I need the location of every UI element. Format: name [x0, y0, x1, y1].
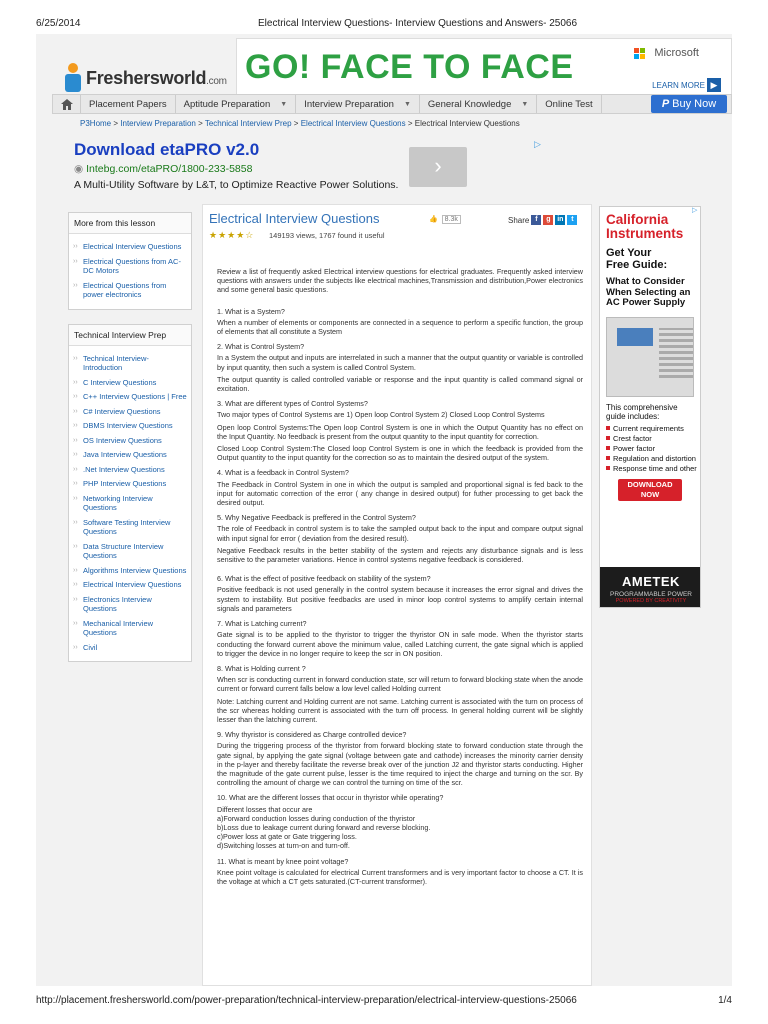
- ad-bullets: [600, 421, 700, 473]
- microsoft-logo-icon: [634, 48, 645, 59]
- answer: When scr is conducting current in forward conduction state, scr will return to forward blocking state when the anode current or forward current falls below a low level called Holding current: [217, 675, 583, 694]
- adchoices-icon[interactable]: ▷: [534, 139, 541, 149]
- ad-bullet: Current requirements: [606, 424, 700, 433]
- sidebar-link[interactable]: ›› Electrical Questions from power electronics: [73, 281, 187, 300]
- answer: b)Loss due to leakage current during forward and reverse blocking.: [217, 822, 431, 832]
- nav-item-interview-preparation[interactable]: Interview Preparation ▼: [296, 95, 420, 113]
- banner-headline: GO! FACE TO FACE: [245, 48, 574, 86]
- nav-item-online-test[interactable]: Online Test: [537, 95, 601, 113]
- answer: The Feedback in Control System in one in which the output is sampled and proportional signal is fed back to the input for automatic correction of the error ( any change in desired output) for futher processing to get back the desired output.: [217, 479, 583, 508]
- answer: Negative Feedback results in the better stability of the system and rejects any disturbance signals and is less sensitive to the parameter variations. Hence in control systems negative feedback is considered.: [217, 545, 583, 565]
- right-ad[interactable]: [599, 206, 701, 608]
- like-thumb-icon: 👍: [429, 216, 438, 223]
- chevron-down-icon: ▼: [521, 100, 529, 108]
- question: 6. What is the effect of positive feedback on stability of the system?: [217, 574, 431, 584]
- buy-now-button[interactable]: P Buy Now: [651, 95, 727, 113]
- print-date: 6/25/2014: [36, 18, 81, 29]
- breadcrumb-item[interactable]: Electrical Interview Questions: [300, 119, 406, 128]
- question: 8. What is Holding current ?: [217, 663, 306, 673]
- power-supply-device-image: [606, 317, 694, 397]
- print-title: Electrical Interview Questions- Interview Questions and Answers- 25066: [258, 18, 578, 29]
- like-count: 8.3k: [442, 215, 461, 224]
- answer: d)Switching losses at turn-on and turn-off.: [217, 841, 350, 851]
- download-now-button[interactable]: DOWNLOAD NOW: [618, 479, 682, 501]
- ad-guide2: guide includes:: [606, 411, 660, 421]
- paypal-icon: P: [661, 98, 670, 110]
- article-body: [217, 267, 583, 889]
- google-plus-icon[interactable]: g: [543, 215, 553, 225]
- breadcrumb-item[interactable]: Interview Preparation: [120, 119, 196, 128]
- ad-tagline2: Free Guide:: [606, 259, 668, 271]
- article-title: Electrical Interview Questions: [209, 211, 380, 226]
- answer: The role of Feedback in control system is to take the sampled output back to the input and compare output signal with input signal for error ( deviation from the desired result).: [217, 524, 583, 543]
- logo-text: Freshersworld: [86, 67, 207, 88]
- question: 1. What is a System?: [217, 306, 285, 316]
- chevron-down-icon: ▼: [403, 100, 411, 108]
- sidebar-link[interactable]: ›› Electrical Interview Questions: [73, 242, 187, 252]
- sidebar-link[interactable]: ›› Software Testing Interview Questions: [73, 518, 187, 537]
- tech-prep-heading: Technical Interview Prep: [69, 325, 191, 346]
- sidebar-link[interactable]: ›› .Net Interview Questions: [73, 465, 187, 475]
- logo-domain: .com: [206, 75, 227, 87]
- ad-brand-line2: Instruments: [606, 226, 684, 241]
- sidebar-link[interactable]: ›› C++ Interview Questions | Free: [73, 392, 187, 402]
- sidebar-link[interactable]: ›› Mechanical Interview Questions: [73, 619, 187, 638]
- answer: Closed Loop Control System:The Closed loop Control System is one in which the feedback is provided from the Output quantity to the input quantity for the correction so as to maintain the desired output of the system.: [217, 444, 583, 463]
- ad-what3: AC Power Supply: [606, 297, 686, 308]
- ad-what2: When Selecting an: [606, 286, 691, 298]
- sidebar-link[interactable]: ›› C Interview Questions: [73, 378, 187, 388]
- sidebar-link[interactable]: ›› DBMS Interview Questions: [73, 421, 187, 431]
- question: 9. Why thyristor is considered as Charge controlled device?: [217, 730, 407, 740]
- answer: a)Forward conduction losses during conduction of the thyristor: [217, 813, 416, 823]
- sidebar-link[interactable]: ›› Java Interview Questions: [73, 450, 187, 460]
- answer: When a number of elements or components are connected in a sequence to perform a specific function, the group of elements that all constitute a System: [217, 317, 583, 337]
- share-label: Share: [508, 215, 530, 225]
- print-page-number: 1/4: [718, 995, 732, 1006]
- print-url: http://placement.freshersworld.com/power-preparation/technical-interview-preparation/electrical-interview-questions-25066: [36, 995, 577, 1006]
- sidebar-link[interactable]: ›› Technical Interview-Introduction: [73, 354, 187, 373]
- nav-item-aptitude-preparation[interactable]: Aptitude Preparation ▼: [176, 95, 297, 113]
- eta-ad-arrow-button[interactable]: ›: [409, 147, 467, 187]
- banner-brand: Microsoft: [654, 47, 699, 59]
- answer: Knee point voltage is calculated for electrical Current transformers and is very important factor to choose a CT. It is the voltage at which a CT gets saturated.(CT-current transformer).: [217, 867, 583, 886]
- ad-brand-line1: California: [606, 212, 669, 227]
- question: 4. What is a feedback in Control System?: [217, 468, 349, 478]
- breadcrumb-item[interactable]: P3Home: [80, 119, 112, 128]
- question: 10. What are the different losses that occur in thyristor while operating?: [217, 793, 444, 803]
- print-footer: [36, 995, 732, 1006]
- answer: Gate signal is to be applied to the thyristor to trigger the thyristor ON in safe mode. When the thyristor starts conducting the forward current above the minimum value, called Latching current, the gate signal which is applied to trigger the device in no longer require to keep the scr in ON position.: [217, 630, 583, 658]
- eta-ad-url[interactable]: ◉ Intebg.com/etaPRO/1800-233-5858: [74, 163, 253, 175]
- article-intro: Review a list of frequently asked Electrical interview questions for electrical graduates. Frequently asked interview questions with answers under the subjects like electrical machines,Transmission and distribution,Power electronics and some general basic questions.: [217, 267, 583, 295]
- question: 2. What is Control System?: [217, 342, 305, 352]
- ad-power-line: POWERED BY CREATIVITY: [615, 598, 687, 604]
- tech-prep-box: [68, 324, 192, 663]
- lesson-box: [68, 212, 192, 310]
- answer: The output quantity is called controlled variable or response and the input quantity is called command signal or excitation.: [217, 374, 583, 394]
- question: 7. What is Latching current?: [217, 619, 307, 629]
- answer: Positive feedback is not used generally in the control system because it increases the error signal and drives the system to instability. But positive feedbacks are used in minor loop control systems to amplify certain internal signals and parameters: [217, 585, 583, 613]
- ametek-logo: [600, 567, 701, 607]
- facebook-icon[interactable]: f: [531, 215, 541, 225]
- answer: Different losses that occur are: [217, 804, 313, 814]
- logo-person-icon: [62, 63, 84, 93]
- sidebar-link[interactable]: ›› C# Interview Questions: [73, 407, 187, 417]
- linkedin-icon[interactable]: in: [557, 216, 564, 223]
- share-bar: [508, 215, 577, 225]
- breadcrumb-current: Electrical Interview Questions: [414, 119, 520, 128]
- sidebar-link[interactable]: ›› OS Interview Questions: [73, 436, 187, 446]
- left-sidebar: [68, 212, 192, 676]
- web-page: [36, 34, 732, 986]
- sidebar-link[interactable]: ›› Data Structure Interview Questions: [73, 542, 187, 561]
- answer: In a System the output and inputs are interrelated in such a manner that the output quantity or variable is controlled by input quantity, then such a system is called Control System.: [217, 353, 583, 372]
- twitter-icon[interactable]: t: [567, 215, 577, 225]
- chevron-down-icon: ▼: [280, 100, 288, 108]
- ad-bullet: Response time and other: [606, 464, 700, 473]
- nav-item-placement-papers[interactable]: Placement Papers: [81, 95, 176, 113]
- answer: Note: Latching current and Holding current are not same. Latching current is associated with the turn on process of the scr whereas holding current is associated with the turn off process. In general holding current will be slightly lesser than the latching current.: [217, 696, 583, 724]
- rating-stars[interactable]: ★★★★☆: [209, 230, 255, 240]
- eta-ad-title[interactable]: Download etaPRO v2.0: [74, 140, 260, 159]
- nav-item-general-knowledge[interactable]: General Knowledge ▼: [420, 95, 537, 113]
- answer: During the triggering process of the thyristor from forward blocking state to forward conduction state through the gate signal, by applying the gate signal (voltage between gate and cathode) increases the minority carrier density in the p-layer and thereby facilitate the reverse break over of the junction J2 and thyristor starts conducting. Higher the magnitude of the gate current pulse, lesser is the time required to inject the charge and turning on the scr. By controlling the amount of charge we can control the turning on time of the scr.: [217, 741, 583, 788]
- ad-bullet: Regulation and distortion: [606, 454, 700, 463]
- breadcrumb: P3Home > Interview Preparation > Technical Interview Prep > Electrical Interview Questions > Electrical Interview Questions: [80, 119, 520, 128]
- eta-ad-description: A Multi-Utility Software by L&T, to Optimize Reactive Power Solutions.: [74, 179, 399, 191]
- question: 3. What are different types of Control Systems?: [217, 399, 368, 409]
- answer: c)Power loss at gate or Gate triggering loss.: [217, 832, 357, 842]
- learn-more-link[interactable]: LEARN MORE: [652, 81, 705, 90]
- question: 11. What is meant by knee point voltage?: [217, 856, 349, 866]
- sidebar-link[interactable]: ›› Electrical Questions from AC-DC Motors: [73, 257, 187, 276]
- ad-company: AMETEK: [622, 574, 680, 589]
- ad-guide1: This comprehensive: [606, 402, 678, 412]
- adchoices-icon[interactable]: ▷: [692, 207, 698, 214]
- ad-division: PROGRAMMABLE POWER: [610, 591, 692, 598]
- banner-ad[interactable]: [236, 38, 732, 96]
- view-count: 149193 views, 1767 found it useful: [269, 231, 385, 240]
- sidebar-link[interactable]: ›› Networking Interview Questions: [73, 494, 187, 513]
- site-logo[interactable]: [62, 58, 227, 98]
- sidebar-link[interactable]: ›› PHP Interview Questions: [73, 479, 187, 489]
- lesson-box-heading: More from this lesson: [69, 213, 191, 234]
- ad-bullet: Power factor: [606, 444, 700, 453]
- answer: Two major types of Control Systems are 1) Open loop Control System 2) Closed Loop Control Systems: [217, 410, 545, 420]
- sidebar-link[interactable]: ›› Electronics Interview Questions: [73, 595, 187, 614]
- question: 5. Why Negative Feedback is preffered in the Control System?: [217, 513, 416, 523]
- ad-tagline1: Get Your: [606, 247, 652, 259]
- facebook-like-button[interactable]: [429, 215, 461, 224]
- answer: Open loop Control Systems:The Open loop Control System is one in which the Output Quantity has no effect on the Input Quantity. No feedback is present from the output quantity to the input quantity for correction.: [217, 422, 583, 441]
- sidebar-link[interactable]: ›› Electrical Interview Questions: [73, 580, 187, 590]
- learn-more-arrow-icon[interactable]: ▶: [707, 78, 721, 92]
- ad-bullet: Crest factor: [606, 434, 700, 443]
- sidebar-link[interactable]: ›› Civil: [73, 643, 187, 653]
- globe-icon: ◉: [74, 163, 84, 175]
- sidebar-link[interactable]: ›› Algorithms Interview Questions: [73, 566, 187, 576]
- main-nav: [52, 94, 732, 114]
- breadcrumb-item[interactable]: Technical Interview Prep: [204, 119, 292, 128]
- article-panel: [202, 204, 592, 986]
- ad-what1: What to Consider: [606, 276, 685, 287]
- home-icon[interactable]: [53, 95, 81, 113]
